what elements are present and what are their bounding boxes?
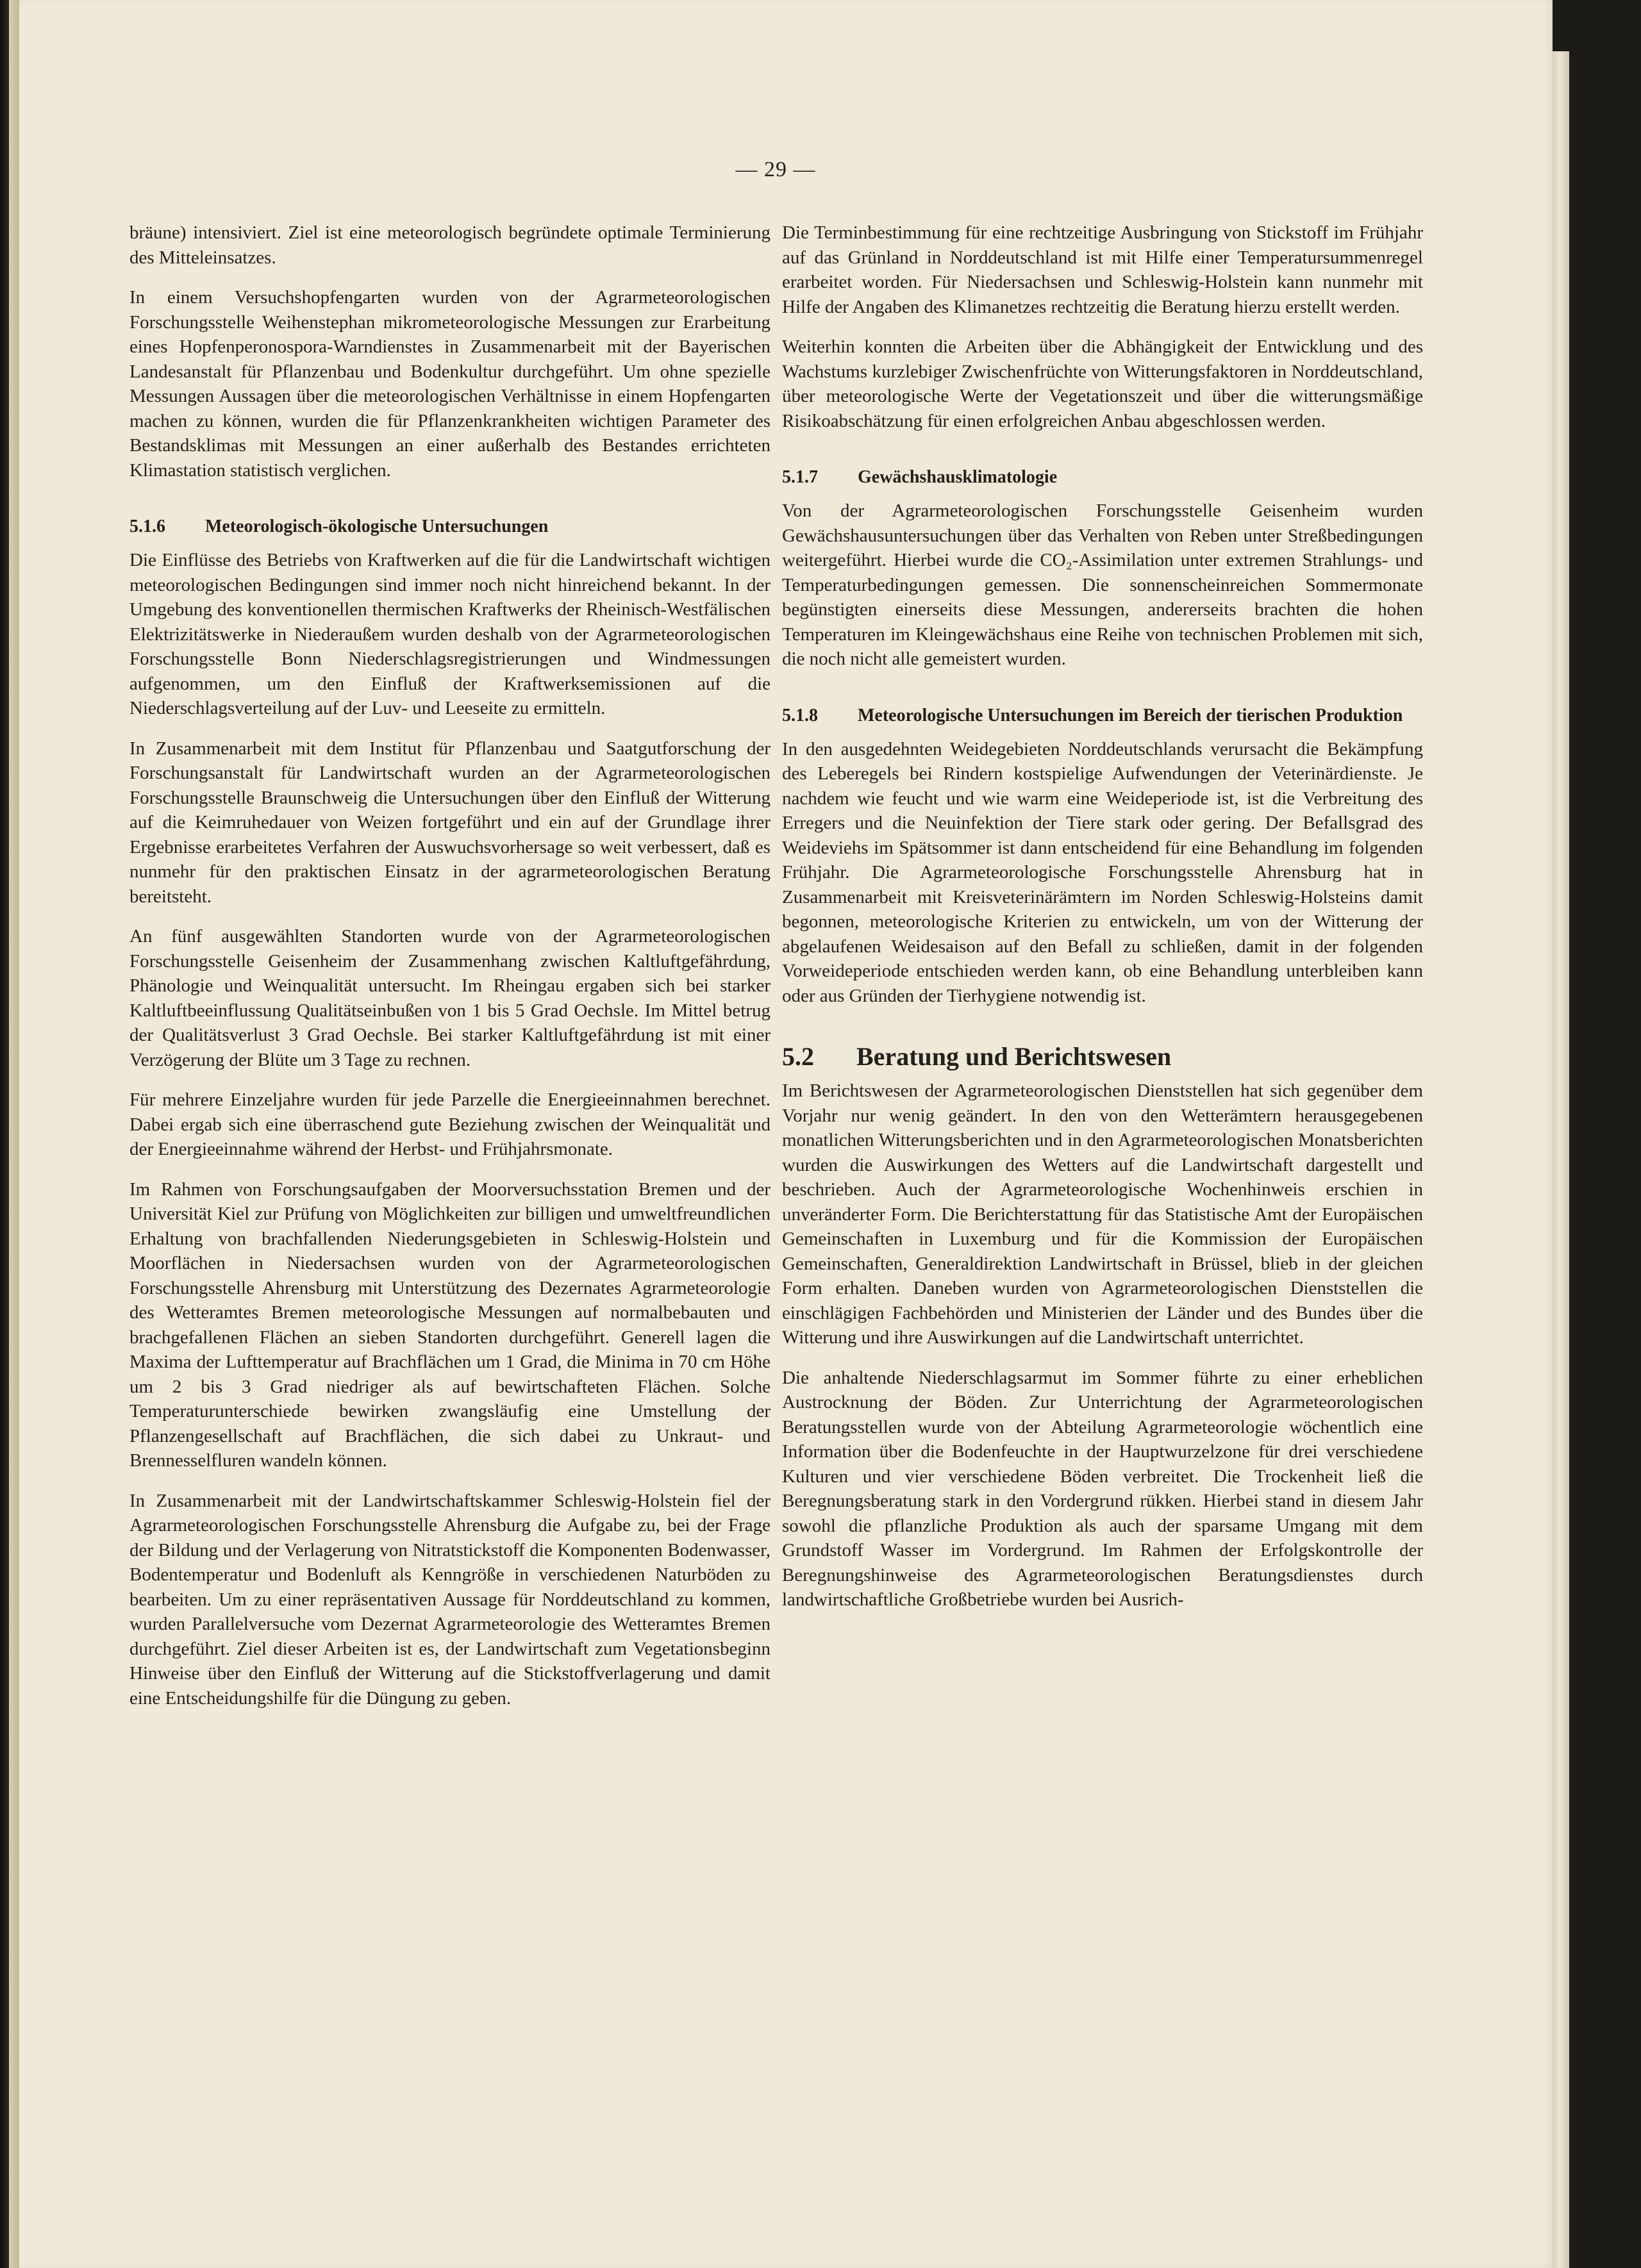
paragraph: Die Terminbestimmung für eine rechtzeitige Ausbringung von Stickstoff im Frühjahr auf das Grünland in Norddeutschland ist mit Hilfe einer Temperatursummenregel erarbeitet worden. Für Niedersachsen und Schleswig-Holstein kann nunmehr mit Hilfe der Angaben des Klimanetzes rechtzeitig die Beratung hierzu erstellt werden. [782, 222, 1423, 317]
left-column [129, 220, 771, 1726]
section-title: Beratung und Berichtswesen [856, 1042, 1172, 1071]
paragraph: In einem Versuchshopfengarten wurden von der Agrarmeteorologischen Forschungsstelle Weihenstephan mikrometeorologische Messungen zur Erarbeitung eines Hopfenperonospora-Warndienstes in Zusammenarbeit mit der Bayerischen Landesanstalt für Pflanzenbau und Bodenkultur durchgeführt. Um ohne spezielle Messungen Aussagen über die meteorologischen Verhältnisse in einem Hopfengarten machen zu können, wurden die für Pflanzenkrankheiten wichtigen Parameter des Bestandsklimas mit Messungen an einer außerhalb des Bestandes errichteten Klimastation statistisch verglichen. [129, 287, 771, 481]
section-heading-5-2 [782, 1041, 1423, 1072]
section-heading-5-1-8 [782, 705, 1423, 727]
paragraph: In den ausgedehnten Weidegebieten Norddeutschlands verursacht die Bekämpfung des Leberegels bei Rindern kostspielige Aufwendungen der Veterinärdienste. Je nachdem wie feucht und wie warm eine Weideperiode ist, ist die Verbreitung des Erregers und die Neuinfektion der Tiere stark oder gering. Der Befallsgrad des Weideviehs im Spätsommer ist dann entscheidend für eine Behandlung im folgenden Frühjahr. Die Agrarmeteorologische Forschungsstelle Ahrensburg hat in Zusammenarbeit mit Kreisveterinärämtern im Norden Schleswig-Holsteins damit begonnen, meteorologische Kriterien zu entwickeln, um von der Witterung der abgelaufenen Weidesaison auf den Befall zu schließen, damit in der folgenden Vorweideperiode entschieden werden kann, ob eine Behandlung unterbleiben kann oder aus Gründen der Tierhygiene notwendig ist. [782, 738, 1423, 1006]
paragraph: Weiterhin konnten die Arbeiten über die Abhängigkeit der Entwicklung und des Wachstums kurzlebiger Zwischenfrüchte von Witterungsfaktoren in Norddeutschland, über meteorologische Werte der Vegetationszeit und über die witterungsmäßige Risikoabschätzung für einen erfolgreichen Anbau abgeschlossen werden. [782, 336, 1423, 431]
paragraph: In Zusammenarbeit mit dem Institut für Pflanzenbau und Saatgutforschung der Forschungsanstalt für Landwirtschaft wurden an der Agrarmeteorologischen Forschungsstelle Braunschweig die Untersuchungen über den Einfluß der Witterung auf die Keimruhedauer von Weizen fortgeführt und ein auf der Grundlage ihrer Ergebnisse erarbeitetes Verfahren der Auswuchsvorhersage so weit verbessert, daß es nunmehr für den praktischen Einsatz in der agrarmeteorologischen Beratung bereitsteht. [129, 738, 771, 907]
section-heading-5-1-7 [782, 467, 1423, 488]
paragraph: Für mehrere Einzeljahre wurden für jede Parzelle die Energieeinnahmen berechnet. Dabei ergab sich eine überraschend gute Beziehung zwischen der Weinqualität und der Energieeinnahme während der Herbst- und Frühjahrsmonate. [129, 1089, 771, 1159]
stacked-page-edges [1553, 51, 1569, 2268]
section-title: Meteorologische Untersuchungen im Bereich der tierischen Produktion [858, 705, 1403, 725]
paragraph: Die Einflüsse des Betriebs von Kraftwerken auf die für die Landwirtschaft wichtigen meteorologischen Bedingungen sind immer noch nicht hinreichend bekannt. In der Umgebung des konventionellen thermischen Kraftwerks der Rheinisch-Westfälischen Elektrizitätswerke in Niederaußem wurden deshalb von der Agrarmeteorologischen Forschungsstelle Bonn Niederschlagsregistrierungen und Windmessungen aufgenommen, um den Einfluß der Kraftwerksemissionen auf die Niederschlagsverteilung auf der Luv- und Leeseite zu ermitteln. [129, 550, 771, 718]
section-title: Gewächshausklimatologie [858, 467, 1058, 487]
paragraph: Im Berichtswesen der Agrarmeteorologischen Dienststellen hat sich gegenüber dem Vorjahr nur wenig geändert. In den von den Wetterämtern herausgegebenen monatlichen Witterungsberichten und in den Agrarmeteorologischen Monatsberichten wurden die Auswirkungen des Wetters auf die Landwirtschaft dargestellt und beschrieben. Auch der Agrarmeteorologische Wochenhinweis erschien in unveränderter Form. Die Berichterstattung für das Statistische Amt der Europäischen Gemeinschaften in Luxemburg und für die Kommission der Europäischen Gemeinschaften, Generaldirektion Landwirtschaft in Brüssel, blieb in der gleichen Form erhalten. Daneben wurden von Agrarmeteorologischen Dienststellen die einschlägigen Fachbehörden und Ministerien der Länder und des Bundes über die Witterung und ihre Auswirkungen auf die Landwirtschaft unterrichtet. [782, 1080, 1423, 1348]
paragraph: An fünf ausgewählten Standorten wurde von der Agrarmeteorologischen Forschungsstelle Geisenheim der Zusammenhang zwischen Kaltluftgefährdung, Phänologie und Weinqualität untersucht. Im Rheingau ergaben sich bei starker Kaltluftbeeinflussung Qualitätseinbußen von 1 bis 5 Grad Oechsle. Im Mittel betrug der Qualitätsverlust 3 Grad Oechsle. Bei starker Kaltluftgefährdung ist mit einer Verzögerung der Blüte um 3 Tage zu rechnen. [129, 926, 771, 1070]
background-right [1569, 0, 1641, 2268]
section-number: 5.1.7 [782, 467, 818, 487]
section-number: 5.1.6 [129, 517, 165, 536]
section-number: 5.1.8 [782, 705, 818, 725]
right-column [782, 220, 1423, 1628]
section-title: Meteorologisch-ökologische Untersuchungen [205, 517, 549, 536]
paragraph: Im Rahmen von Forschungsaufgaben der Moorversuchsstation Bremen und der Universität Kiel zur Prüfung von Möglichkeiten zur billigen und umweltfreundlichen Erhaltung von brachfallenden Niederungsgebieten in Schleswig-Holstein und Moorflächen in Niedersachsen wurden von der Agrarmeteorologischen Forschungsstelle Ahrensburg mit Unterstützung des Dezernates Agrarmeteorologie des Wetteramtes Bremen meteorologische Messungen auf normalbebauten und brachgefallenen Flächen an sieben Standorten durchgeführt. Generell lagen die Maxima der Lufttemperatur auf Brachflächen um 1 Grad, die Minima in 70 cm Höhe um 2 bis 3 Grad niedriger als auf bewirtschafteten Flächen. Solche Temperaturunterschiede bewirken zwangsläufig eine Umstellung der Pflanzengesellschaft auf Brachflächen, die sich dabei zu Unkraut- und Brennesselfluren wandeln können. [129, 1179, 771, 1471]
previous-page-edge [9, 0, 19, 2268]
section-number: 5.2 [782, 1042, 814, 1071]
paragraph: Die anhaltende Niederschlagsarmut im Sommer führte zu einer erheblichen Austrocknung der Böden. Zur Unterrichtung der Agrarmeteorologischen Beratungsstellen wurde von der Abteilung Agrarmeteorologie wöchentlich eine Information über die Bodenfeuchte in der Hauptwurzelzone für drei verschiedene Kulturen und vier verschiedene Böden verbreitet. Die Trockenheit ließ die Beregnungsberatung stark in den Vordergrund rükken. Hierbei stand in diesem Jahr sowohl die pflanzliche Produktion als auch der sparsame Umgang mit dem Grundstoff Wasser im Vordergrund. Im Rahmen der Erfolgskontrolle der Beregnungshinweise des Agrarmeteorologischen Beratungsdienstes durch landwirtschaftliche Großbetriebe wurden bei Ausrich- [782, 1367, 1423, 1610]
page-number: — 29 — [735, 158, 816, 181]
paragraph: bräune) intensiviert. Ziel ist eine meteorologisch begründete optimale Terminierung des Mitteleinsatzes. [129, 222, 771, 268]
section-heading-5-1-6 [129, 516, 771, 538]
paragraph: In Zusammenarbeit mit der Landwirtschaftskammer Schleswig-Holstein fiel der Agrarmeteorologischen Forschungsstelle Ahrensburg die Aufgabe zu, bei der Frage der Bildung und der Verlagerung von Nitratstickstoff die Komponenten Bodenwasser, Bodentemperatur und Bodenluft als Kenngröße in verschiedenen Naturböden zu bearbeiten. Um zu einer repräsentativen Aussage für Norddeutschland zu kommen, wurden Parallelversuche vom Dezernat Agrarmeteorologie des Wetteramtes Bremen durchgeführt. Ziel dieser Arbeiten ist es, der Landwirtschaft zum Vegetationsbeginn Hinweise über den Einfluß der Witterung auf die Stickstoffverlagerung und damit eine Entscheidungshilfe für die Düngung zu geben. [129, 1490, 771, 1709]
paragraph: Von der Agrarmeteorologischen Forschungsstelle Geisenheim wurden Gewächshausuntersuchungen über das Verhalten von Reben unter Streßbedingungen weitergeführt. Hierbei wurde die CO₂-Assimilation unter extremen Strahlungs- und Temperaturbedingungen gemessen. Die sonnenscheinreichen Sommermonate begünstigten einerseits diese Messungen, andererseits brachten die hohen Temperaturen im Kleingewächshaus eine Reihe von technischen Problemen mit sich, die noch nicht alle gemeistert wurden. [782, 501, 1423, 669]
